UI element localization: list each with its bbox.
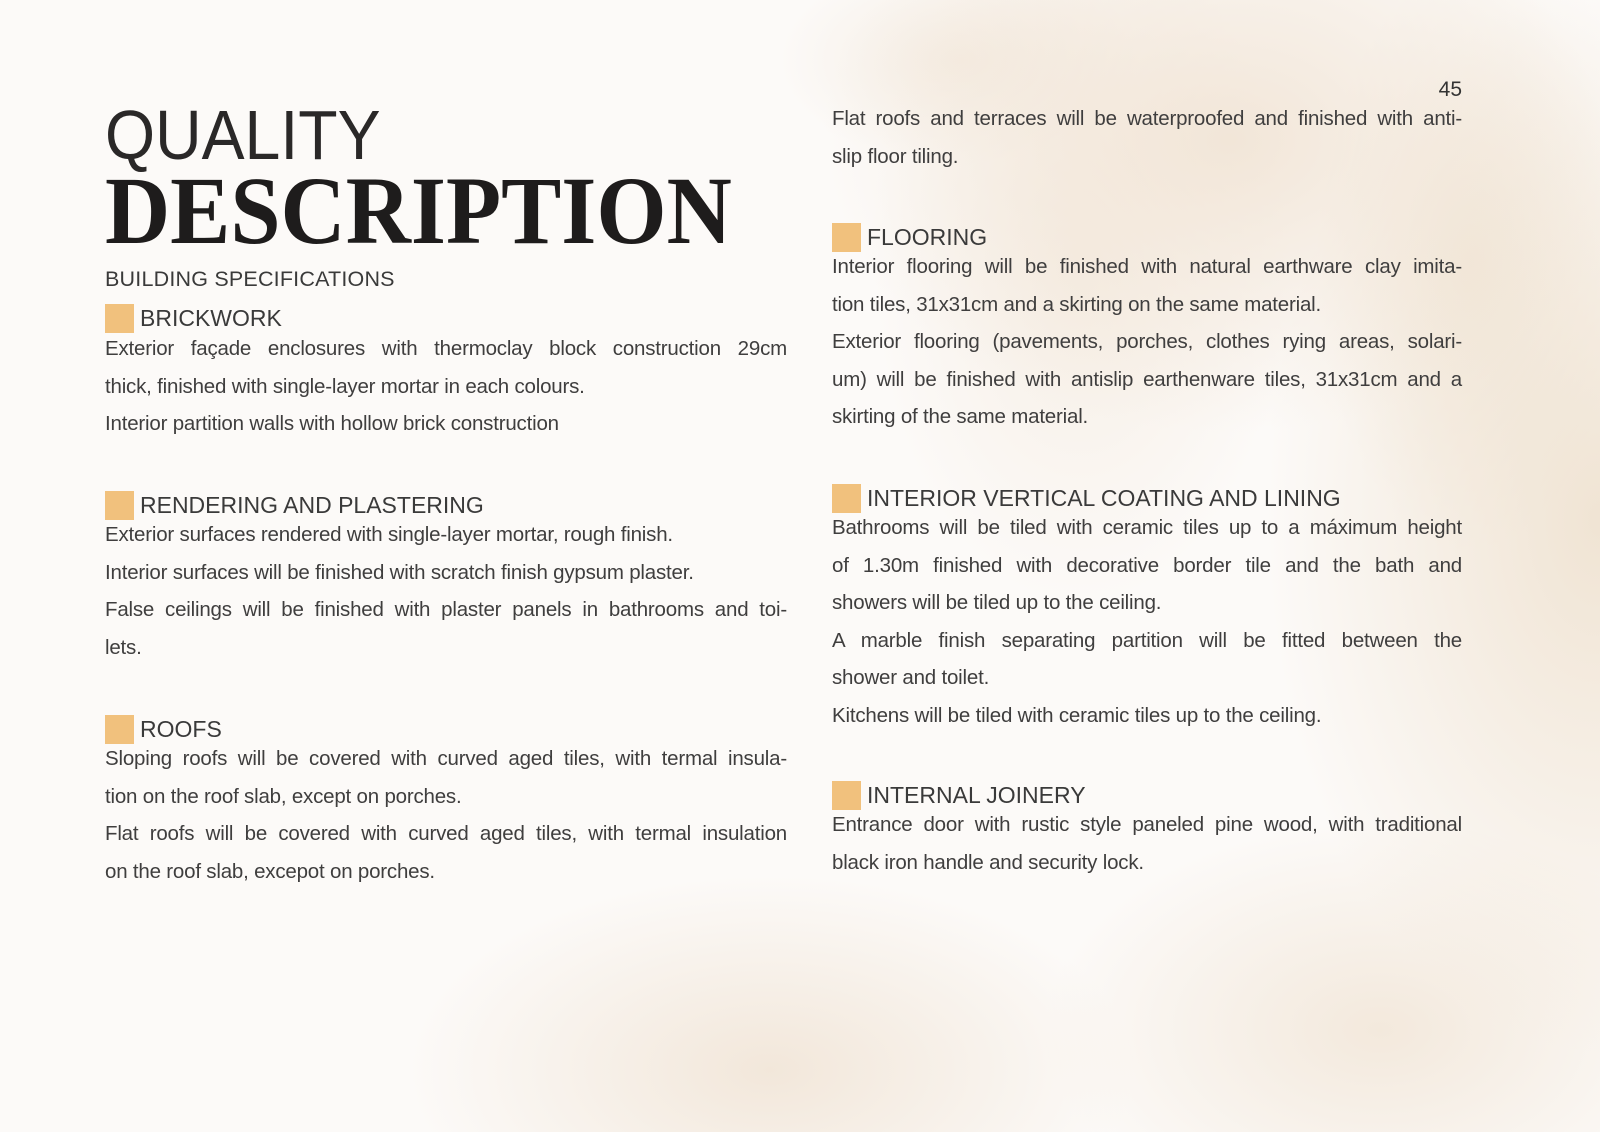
page-title-line1: QUALITY [105, 96, 381, 174]
section-heading-label: ROOFS [140, 715, 222, 742]
paragraph-line: Entrance door with rustic style paneled pine wood, with traditional [832, 813, 1462, 836]
right-column [832, 0, 1462, 1132]
paragraph-line: Exterior surfaces rendered with single-layer mortar, rough finish. [105, 523, 673, 546]
section-body [832, 806, 1462, 881]
paragraph-line: shower and toilet. [832, 666, 990, 689]
paragraph-line: Flat roofs will be covered with curved aged tiles, with termal insulation [105, 822, 787, 845]
paragraph-line: tion tiles, 31x31cm and a skirting on the same material. [832, 292, 1322, 316]
section-body [105, 740, 787, 890]
paragraph-line: of 1.30m finished with decorative border tile and the bath and [832, 553, 1462, 577]
paragraph-line: Exterior flooring (pavements, porches, clothes rying areas, solari- [832, 330, 1462, 353]
left-column [105, 0, 787, 1132]
paragraph-line: Exterior façade enclosures with thermoclay block construction 29cm [105, 337, 787, 360]
page-subtitle: BUILDING SPECIFICATIONS [105, 267, 395, 291]
paragraph-line: tion on the roof slab, except on porches. [105, 784, 462, 808]
paragraph-line: Kitchens will be tiled with ceramic tiles up to the ceiling. [832, 703, 1322, 727]
section-heading-label: BRICKWORK [140, 304, 282, 331]
paragraph-line: Sloping roofs will be covered with curved aged tiles, with termal insula- [105, 747, 787, 770]
section-heading-label: INTERNAL JOINERY [867, 781, 1086, 808]
paragraph-line: skirting of the same material. [832, 405, 1089, 428]
page-number: 45 [1438, 78, 1462, 101]
page-title-line2: DESCRIPTION [105, 157, 732, 264]
section-body [105, 330, 787, 443]
paragraph-line: showers will be tiled up to the ceiling. [832, 591, 1162, 614]
paragraph-line: um) will be finished with antislip earthenware tiles, 31x31cm and a [832, 367, 1462, 391]
paragraph-line: Interior partition walls with hollow brick construction [105, 412, 559, 435]
paragraph-line: slip floor tiling. [832, 144, 959, 168]
paragraph-line: False ceilings will be finished with plaster panels in bathrooms and toi- [105, 598, 787, 621]
paragraph-line: Interior flooring will be finished with natural earthware clay imita- [832, 255, 1462, 278]
paragraph-line: lets. [105, 635, 142, 659]
section-marker-square [105, 304, 134, 333]
section-body [105, 516, 787, 666]
section-body [832, 248, 1462, 436]
paragraph-line: Flat roofs and terraces will be waterproofed and finished with anti- [832, 107, 1462, 130]
paragraph-line: on the roof slab, excepot on porches. [105, 859, 435, 883]
section-heading-label: INTERIOR VERTICAL COATING AND LINING [867, 484, 1341, 511]
intro-paragraph [832, 100, 1462, 175]
section-heading [105, 303, 787, 333]
paragraph-line: Interior surfaces will be finished with scratch finish gypsum plaster. [105, 560, 694, 584]
paragraph-line: A marble finish separating partition will be fitted between the [832, 628, 1462, 652]
paragraph-line: black iron handle and security lock. [832, 850, 1144, 874]
section-heading-label: FLOORING [867, 223, 988, 250]
section-heading-label: RENDERING AND PLASTERING [140, 491, 484, 518]
section-body [832, 509, 1462, 734]
paragraph-line: thick, finished with single-layer mortar in each colours. [105, 374, 585, 398]
paragraph-line: Bathrooms will be tiled with ceramic tiles up to a máximum height [832, 516, 1462, 539]
